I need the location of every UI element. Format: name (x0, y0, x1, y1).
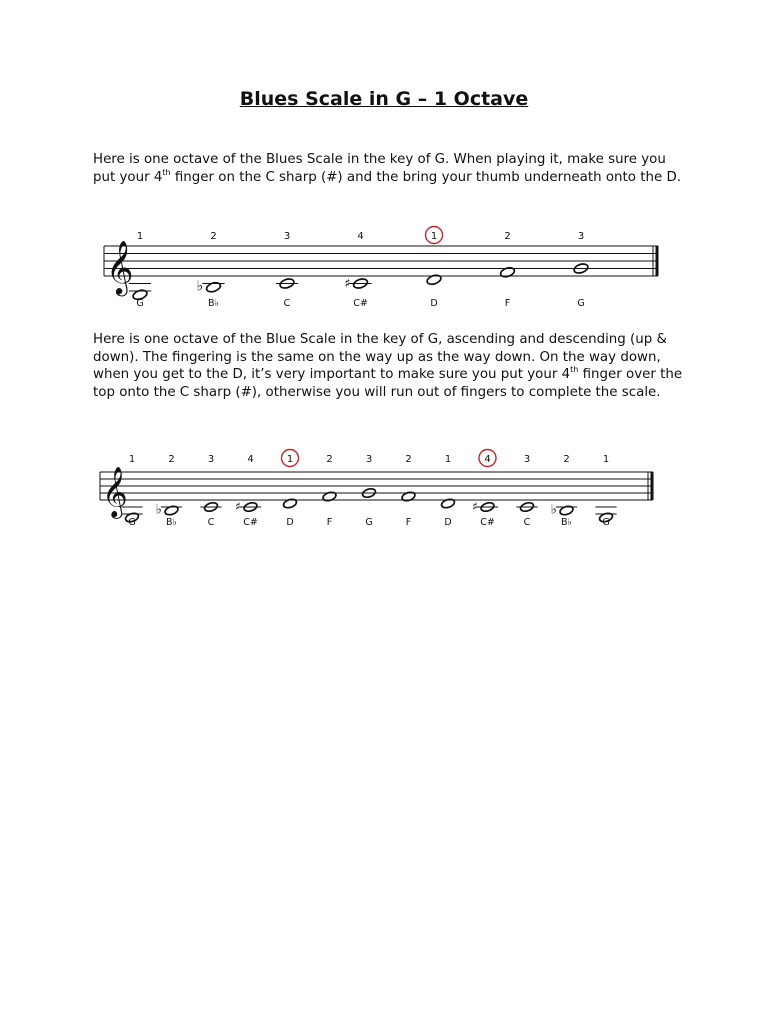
paragraph-text: Here is one octave of the Blue Scale in the key of G, ascending and descending (up & down). The fingering is the same on the way up as the way down. On the way down, when you get to the D, it’s very important to make sure you put your 4 (93, 332, 667, 383)
finger-number: 2 (210, 231, 217, 242)
note-name: C (283, 298, 291, 309)
treble-clef-icon: 𝄞 (106, 239, 134, 294)
note-name: D (444, 517, 452, 528)
whole-note (322, 491, 337, 502)
treble-clef-icon: 𝄞 (102, 467, 128, 518)
whole-note (164, 505, 179, 516)
finger-number: 4 (357, 231, 364, 242)
note-name: G (128, 517, 136, 528)
finger-number: 3 (523, 454, 531, 465)
ordinal-suffix: th (162, 167, 171, 177)
flat-icon: ♭ (196, 278, 204, 295)
note-name: C# (243, 517, 258, 528)
note-name: G (136, 298, 144, 309)
paragraph-text: finger over the top onto the C sharp (#), otherwise you will run out of fingers to complete the scale. (93, 367, 683, 400)
note-name: G (577, 298, 585, 309)
finger-number: 2 (168, 454, 175, 465)
note-name: C (523, 517, 531, 528)
ordinal-suffix: th (570, 365, 579, 375)
finger-number: 1 (286, 454, 294, 465)
finger-number: 1 (430, 231, 438, 242)
paragraph-text: Here is one octave of the Blues Scale in the key of G. When playing it, make sure you put your 4 (93, 152, 666, 185)
note-name: B♭ (561, 517, 572, 528)
note-name: B♭ (166, 517, 177, 528)
sharp-icon: ♯ (472, 499, 478, 514)
finger-number: 2 (326, 454, 333, 465)
finger-number: 2 (504, 231, 511, 242)
note-name: B♭ (208, 298, 219, 309)
finger-number: 3 (207, 454, 215, 465)
finger-number: 1 (136, 231, 144, 242)
note-name: F (326, 517, 333, 528)
whole-note (282, 498, 297, 509)
page-title: Blues Scale in G – 1 Octave (239, 88, 529, 110)
note-name: C (207, 517, 215, 528)
paragraph-text: finger on the C sharp (#) and the bring your thumb underneath onto the D. (170, 169, 682, 185)
flat-icon: ♭ (550, 502, 557, 518)
whole-note (559, 505, 574, 516)
finger-number: 2 (563, 454, 570, 465)
sharp-icon: ♯ (344, 276, 351, 292)
finger-number: 2 (405, 454, 412, 465)
note-name: C# (353, 298, 368, 309)
note-name: F (504, 298, 511, 309)
note-name: G (365, 517, 373, 528)
note-name: C# (480, 517, 495, 528)
finger-number: 3 (577, 231, 585, 242)
whole-note (440, 498, 455, 509)
finger-number: 1 (602, 454, 610, 465)
finger-number: 3 (283, 231, 291, 242)
note-name: F (405, 517, 412, 528)
note-name: D (430, 298, 438, 309)
finger-number: 3 (365, 454, 373, 465)
flat-icon: ♭ (155, 502, 162, 518)
note-name: G (602, 517, 610, 528)
final-barline-thick (651, 472, 654, 500)
sharp-icon: ♯ (235, 499, 241, 514)
note-name: D (286, 517, 294, 528)
whole-note (401, 491, 416, 502)
finger-number: 4 (247, 454, 254, 465)
finger-number: 1 (128, 454, 136, 465)
finger-number: 1 (444, 454, 452, 465)
finger-number: 4 (484, 454, 491, 465)
